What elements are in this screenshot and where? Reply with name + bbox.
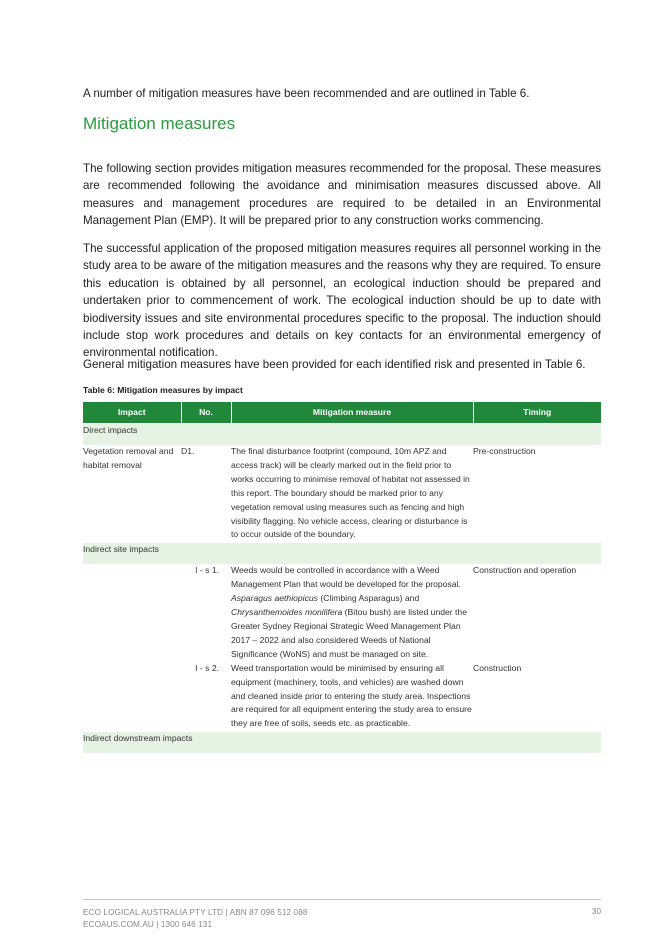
page-number: 30 <box>591 907 601 916</box>
row-measure <box>231 564 473 661</box>
row-impact <box>83 564 181 661</box>
footer-company <box>83 907 308 931</box>
section-row-indirect-site <box>83 543 601 565</box>
measure-text: (Bitou bush) are listed under the Greater Sydney Regional Strategic Weed Management Plan 2017 – 2022 and also considered Weeds of National Significance (WoNS) and must be managed on site. <box>231 607 467 659</box>
row-number: I - s 2. <box>195 662 219 673</box>
table-row <box>83 445 601 543</box>
row-impact <box>83 662 181 732</box>
section-row-direct <box>83 424 601 446</box>
section-row-indirect-downstream <box>83 732 601 754</box>
table-row <box>83 564 601 661</box>
table-row <box>83 662 601 732</box>
species-name: Chrysanthemoides monilifera <box>231 607 343 618</box>
paragraph-2: The successful application of the proposed mitigation measures requires all personnel working in the study area to be aware of the mitigation measures and the reasons why they are required. To ensure this education is obtained by all personnel, an ecological induction should be prepared and undertaken prior to commencement of work. The ecological induction should be up to date with biodiversity issues and site environmental procedures specific to the proposal. The induction should include stop work procedures and details on key contacts for an environmental emergency of environmental notification. <box>83 242 601 360</box>
footer-contact-line: ECOAUS.COM.AU | 1300 646 131 <box>83 920 213 929</box>
paragraph-1: The following section provides mitigation measures recommended for the proposal. These measures are recommended following the avoidance and minimisation measures discussed above. All measures and management procedures are required to be detailed in an Environmental Management Plan (EMP). It will be prepared prior to any construction works commencing. <box>83 162 601 228</box>
section-heading: Mitigation measures <box>83 114 236 133</box>
measure-text: (Climbing Asparagus) and <box>317 593 420 604</box>
table-caption: Table 6: Mitigation measures by impact <box>83 385 243 395</box>
section-direct-impacts: Direct impacts <box>83 424 601 446</box>
row-measure: The final disturbance footprint (compound, 10m APZ and access track) will be clearly marked out in the field prior to works occurring to minimise removal of habitat not assessed in this report. The boundary should be marked prior to any vegetation removal using measures such as fencing and high visibility flagging. No vehicle access, clearing or disturbance is to occur outside of the boundary. <box>231 446 470 540</box>
row-number: D1. <box>181 446 195 456</box>
row-measure: Weed transportation would be minimised by ensuring all equipment (machinery, tools, and vehicles) are washed down and cleaned inside prior to entering the study area. Inspections are required for all equipment entering the study area to ensure they are free of soils, seeds etc. as practicable. <box>231 662 472 729</box>
species-name: Asparagus aethiopicus <box>231 593 318 604</box>
header-timing: Timing <box>473 402 601 424</box>
mitigation-table <box>83 402 601 753</box>
footer-divider <box>83 899 601 900</box>
row-impact: Vegetation removal and habitat removal <box>83 446 174 470</box>
section-indirect-site-impacts: Indirect site impacts <box>83 543 601 565</box>
header-no: No. <box>181 402 231 424</box>
footer-company-line: ECO LOGICAL AUSTRALIA PTY LTD | ABN 87 096 512 088 <box>83 908 308 917</box>
header-impact: Impact <box>83 402 181 424</box>
table-header-row <box>83 402 601 424</box>
row-timing: Pre-construction <box>473 446 536 456</box>
intro-sentence: A number of mitigation measures have been recommended and are outlined in Table 6. <box>83 87 530 100</box>
row-number: I - s 1. <box>195 565 219 576</box>
header-measure: Mitigation measure <box>231 402 473 424</box>
row-timing: Construction and operation <box>473 565 577 576</box>
paragraph-3: General mitigation measures have been provided for each identified risk and presented in Table 6. <box>83 358 586 371</box>
row-timing: Construction <box>473 662 522 673</box>
measure-text: Weeds would be controlled in accordance with a Weed Management Plan that would be developed for the proposal. <box>231 565 461 590</box>
section-indirect-downstream-impacts: Indirect downstream impacts <box>83 732 601 754</box>
